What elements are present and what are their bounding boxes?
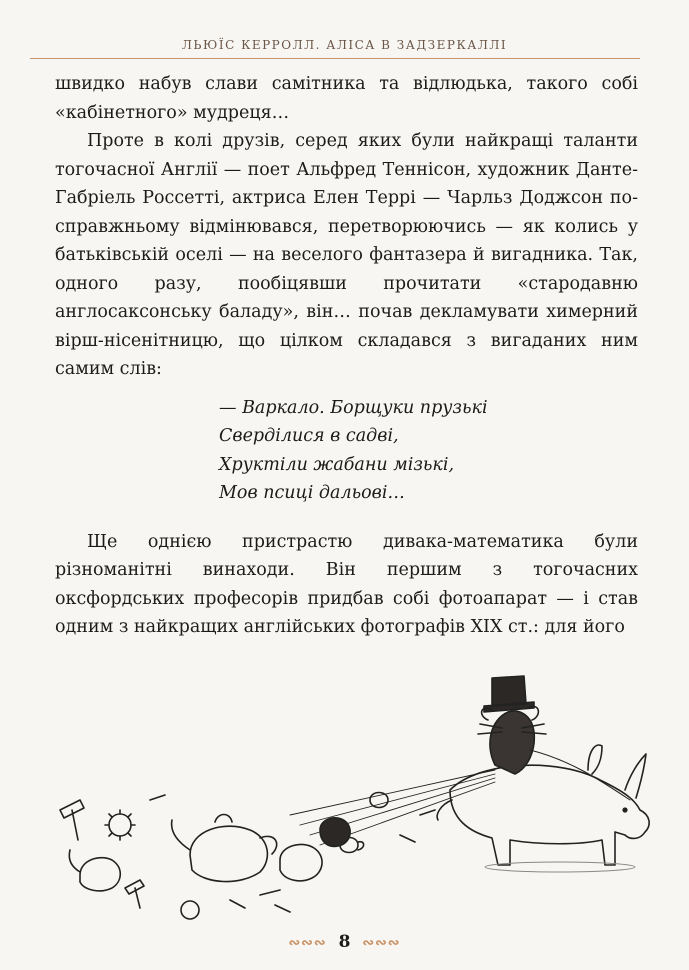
teapot-small (69, 850, 120, 891)
rhino-ear (588, 745, 602, 774)
page-footer (0, 932, 689, 952)
hammer-icon (125, 880, 144, 908)
teapot-mid (280, 844, 322, 880)
header-divider (30, 58, 640, 59)
rhino-body (450, 765, 649, 865)
hammer-icon (60, 800, 84, 840)
teapot-large (172, 815, 277, 882)
verse-line: — Варкало. Борщуки прузькі (219, 397, 488, 418)
body-text (55, 70, 638, 642)
ground-shadow (485, 862, 635, 872)
cup-icon (370, 793, 388, 808)
rhino-tail (437, 800, 452, 820)
verse-line: Мов псиці дальові… (219, 483, 405, 503)
reins (530, 750, 630, 800)
paragraph-2: Проте в колі друзів, серед яких були найкращі таланти тогочасної Англії — поет Альфред Теннісон, художник Данте-Габріель Россетті, актриса Елен Террі — Чарльз Доджсон по-справжньому відмінювався, перетворюючись — як колись у батьківській оселі — на веселого фантазера й вигадника. Так, одного разу, пообіцявши прочитати «стародавню англосаксонську баладу», він… почав декламувати химерний вірш-нісенітницю, що цілком складався з вигаданих ним самим слів: (55, 131, 638, 379)
ornament-left-icon: ∾∾∾ (288, 934, 327, 951)
verse-line: Хруктіли жабани мізькі, (219, 454, 455, 475)
running-head: ЛЬЮЇС КЕРРОЛЛ. АЛІСА В ЗАДЗЕРКАЛЛІ (181, 38, 508, 52)
paragraph-3: Ще однією пристрастю дивака-математика були різноманітні винаходи. Він першим з тогочасних оксфордських професорів придбав собі фотоапарат — і став одним з найкращих англійських фотографів XIX ст.: для його (55, 531, 638, 637)
top-hat (484, 676, 534, 712)
verse-block (219, 394, 638, 508)
verse-line: Свердiлися в садві, (219, 426, 399, 446)
rhino-horn (625, 754, 646, 798)
illustration-rat-riding-rhino (40, 650, 670, 930)
ornament-right-icon: ∾∾∾ (362, 934, 401, 951)
gear-icon (181, 901, 199, 919)
debris (150, 795, 435, 912)
kettle-icon (320, 818, 350, 847)
paragraph-1: швидко набув слави самітника та відлюдька, такого собі «кабінетного» мудреця… (55, 74, 638, 123)
page-number: 8 (338, 932, 351, 952)
